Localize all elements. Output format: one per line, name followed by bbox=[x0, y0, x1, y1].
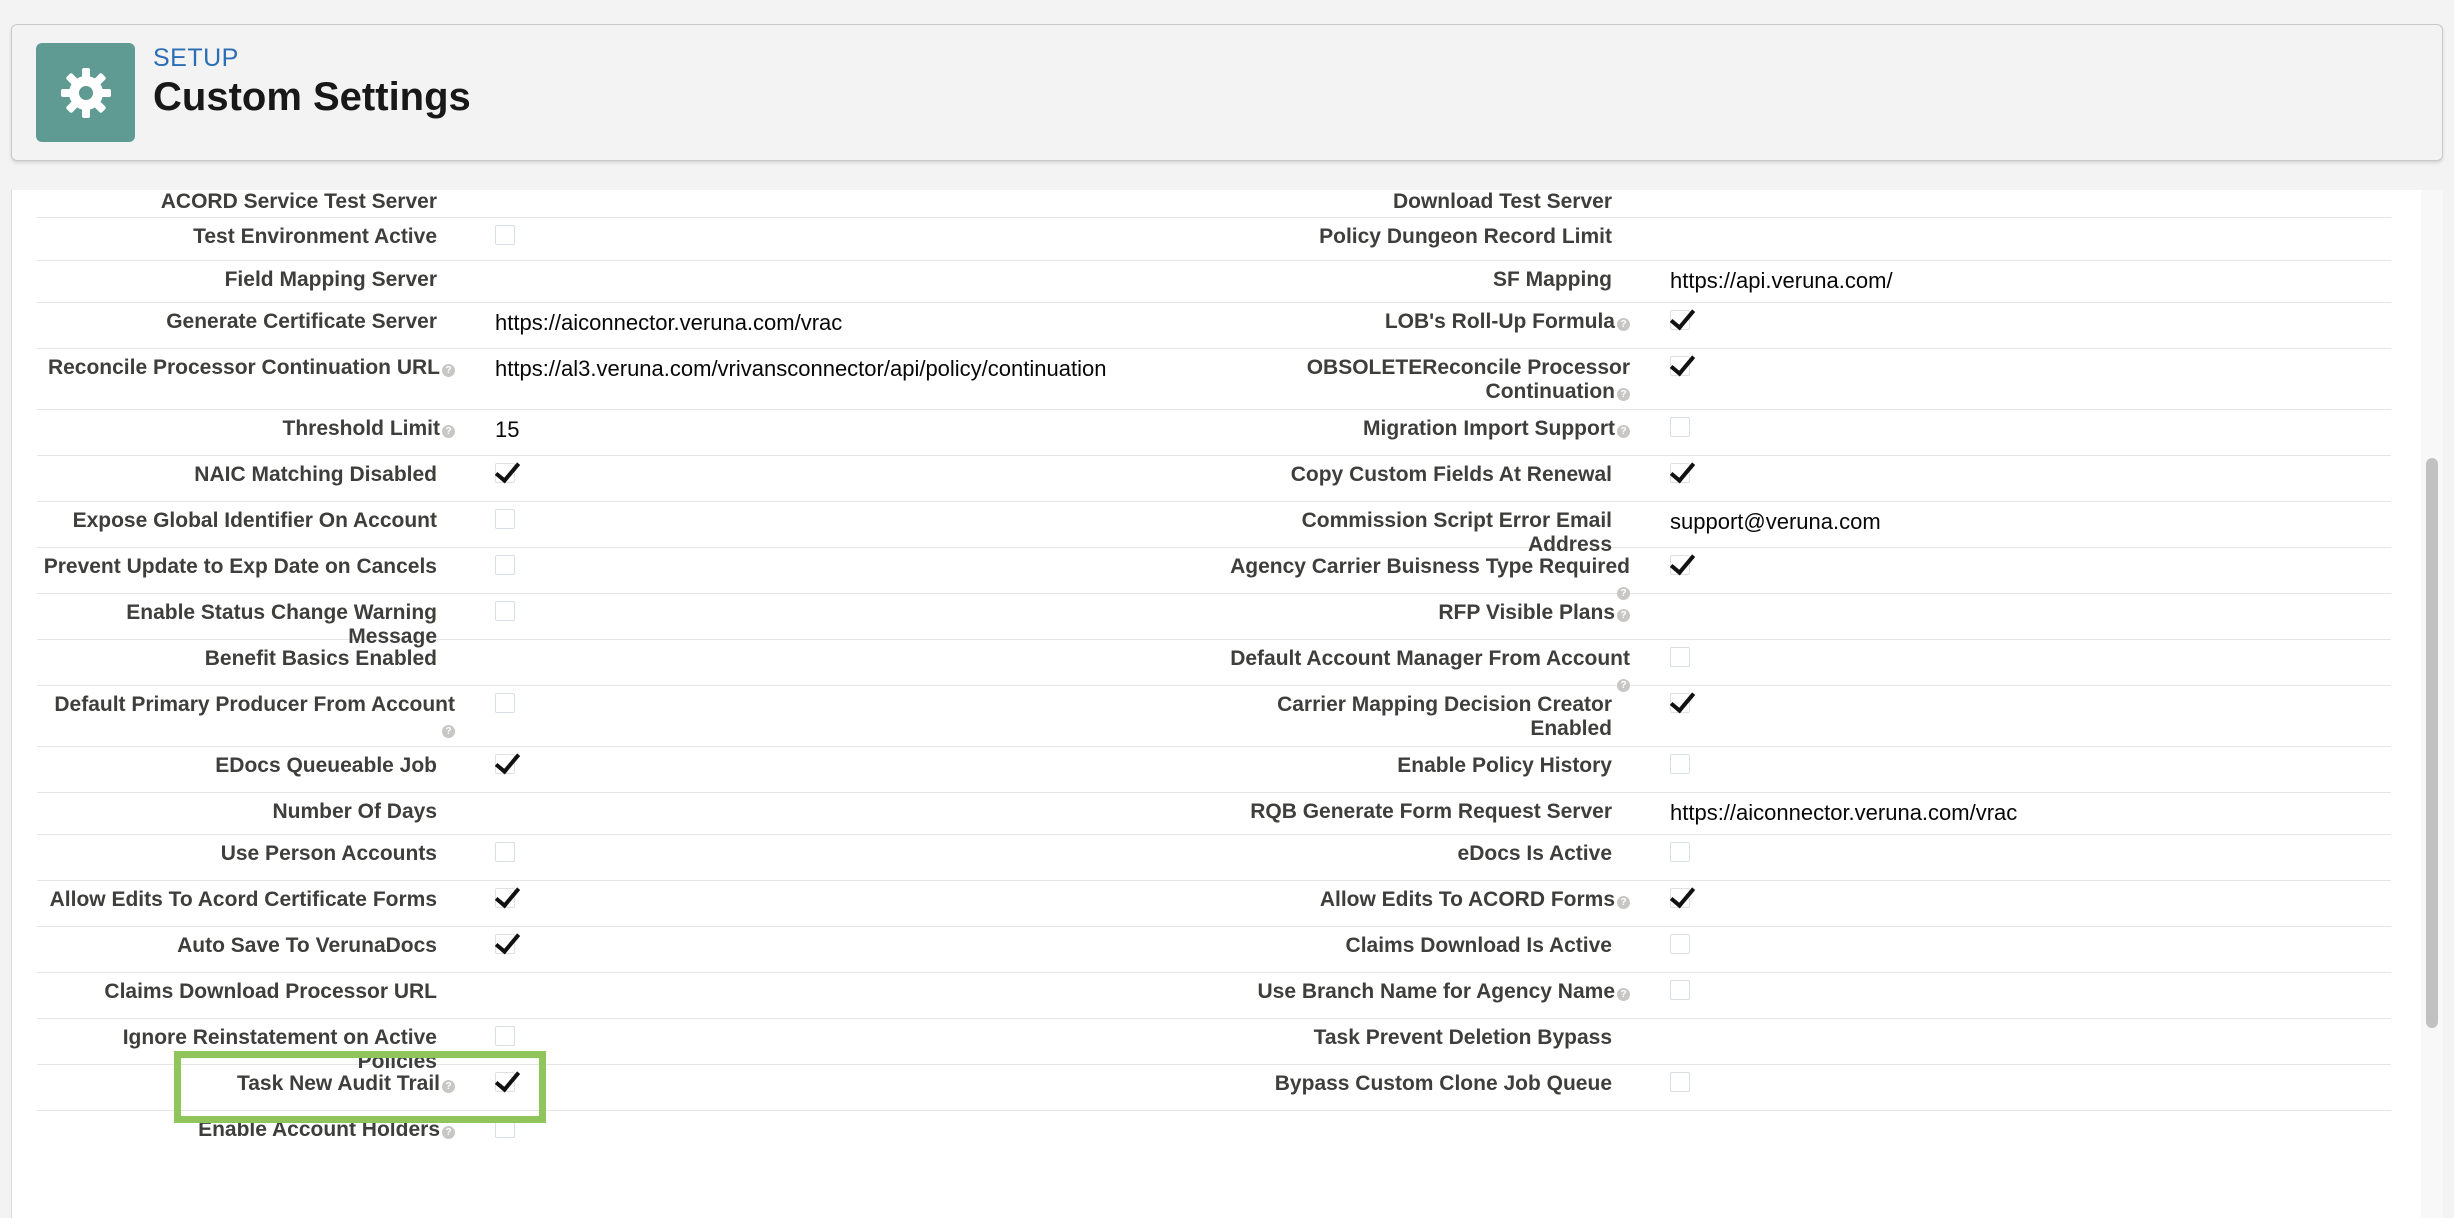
field-label-migration-import-support bbox=[1212, 410, 1630, 455]
field-label-text: Generate Certificate Server bbox=[166, 310, 437, 333]
field-label-text: eDocs Is Active bbox=[1457, 842, 1612, 865]
checkbox-checked bbox=[495, 1072, 515, 1092]
field-label-text: RFP Visible Plans bbox=[1438, 601, 1615, 624]
help-icon[interactable]: ? bbox=[442, 425, 455, 438]
field-label-text: Reconcile Processor Continuation URL bbox=[47, 356, 440, 379]
settings-row bbox=[37, 190, 2391, 218]
settings-panel bbox=[11, 190, 2443, 1218]
settings-grid bbox=[37, 190, 2391, 1157]
field-label-enable-account-holders bbox=[37, 1111, 455, 1157]
field-value-acord-service-test-server bbox=[455, 190, 1212, 217]
field-label-agency-carrier-buisness-type-required bbox=[1212, 548, 1630, 599]
field-value-lob-s-roll-up-formula bbox=[1630, 303, 2391, 348]
field-value-obsoletereconcile-processor-continuation bbox=[1630, 349, 2391, 409]
checkbox-unchecked bbox=[495, 1118, 515, 1138]
checkbox-checked bbox=[1670, 310, 1690, 330]
field-value-benefit-basics-enabled bbox=[455, 640, 1212, 685]
help-icon[interactable]: ? bbox=[1617, 587, 1630, 600]
field-value-prevent-update-to-exp-date-on-cancels bbox=[455, 548, 1212, 593]
settings-row bbox=[37, 261, 2391, 303]
settings-row bbox=[37, 502, 2391, 556]
field-label-claims-download-is-active bbox=[1212, 927, 1630, 972]
field-value-naic-matching-disabled bbox=[455, 456, 1212, 501]
checkbox-checked bbox=[1670, 693, 1690, 713]
breadcrumb: SETUP bbox=[153, 44, 239, 72]
field-label-text: Carrier Mapping Decision Creator Enabled bbox=[1277, 693, 1612, 740]
field-value-copy-custom-fields-at-renewal bbox=[1630, 456, 2391, 501]
field-value-text: https://api.veruna.com/ bbox=[1670, 268, 1893, 293]
settings-row bbox=[37, 793, 2391, 835]
field-label-task-new-audit-trail bbox=[37, 1065, 455, 1110]
field-value-use-person-accounts bbox=[455, 835, 1212, 880]
field-label-lob-s-roll-up-formula bbox=[1212, 303, 1630, 348]
field-value-field-mapping-server bbox=[455, 261, 1212, 302]
field-value-enable-policy-history bbox=[1630, 747, 2391, 792]
checkbox-unchecked bbox=[495, 693, 515, 713]
scrollbar[interactable] bbox=[2421, 190, 2443, 1218]
settings-row bbox=[37, 747, 2391, 793]
field-value-test-environment-active bbox=[455, 218, 1212, 260]
settings-row bbox=[37, 456, 2391, 502]
help-icon[interactable]: ? bbox=[1617, 988, 1630, 1001]
field-value-text: https://aiconnector.veruna.com/vrac bbox=[495, 310, 843, 335]
field-label-text: Use Person Accounts bbox=[220, 842, 437, 865]
field-label-bypass-custom-clone-job-queue bbox=[1212, 1065, 1630, 1110]
help-icon[interactable]: ? bbox=[1617, 609, 1630, 622]
field-label-auto-save-to-verunadocs bbox=[37, 927, 455, 972]
settings-row bbox=[37, 218, 2391, 261]
settings-row bbox=[37, 594, 2391, 648]
field-label-copy-custom-fields-at-renewal bbox=[1212, 456, 1630, 501]
checkbox-checked bbox=[1670, 555, 1690, 575]
field-label-allow-edits-to-acord-certificate-forms bbox=[37, 881, 455, 926]
field-value-text: support@veruna.com bbox=[1670, 509, 1881, 534]
field-label-ignore-reinstatement-on-active-policies bbox=[37, 1019, 455, 1073]
field-label-text: Enable Account Holders bbox=[198, 1118, 440, 1141]
field-label-text: Default Primary Producer From Account bbox=[54, 693, 455, 716]
gear-icon bbox=[36, 43, 135, 142]
help-icon[interactable]: ? bbox=[442, 1126, 455, 1139]
checkbox-unchecked bbox=[1670, 1072, 1690, 1092]
checkbox-unchecked bbox=[495, 509, 515, 529]
field-value-policy-dungeon-record-limit bbox=[1630, 218, 2391, 260]
field-label-text: Allow Edits To Acord Certificate Forms bbox=[49, 888, 437, 911]
field-value-generate-certificate-server bbox=[455, 303, 1212, 348]
checkbox-unchecked bbox=[1670, 417, 1690, 437]
empty-label bbox=[1212, 1111, 1630, 1157]
settings-row bbox=[37, 973, 2391, 1019]
help-icon[interactable]: ? bbox=[442, 725, 455, 738]
settings-row bbox=[37, 303, 2391, 349]
settings-row bbox=[37, 640, 2391, 691]
help-icon[interactable]: ? bbox=[442, 364, 455, 377]
checkbox-unchecked bbox=[495, 601, 515, 621]
field-label-obsoletereconcile-processor-continuation bbox=[1212, 349, 1630, 409]
field-label-text: SF Mapping bbox=[1493, 268, 1612, 291]
field-label-text: Bypass Custom Clone Job Queue bbox=[1274, 1072, 1612, 1095]
field-label-text: LOB's Roll-Up Formula bbox=[1384, 310, 1615, 333]
field-value-threshold-limit bbox=[455, 410, 1212, 455]
field-label-enable-policy-history bbox=[1212, 747, 1630, 792]
field-label-text: Claims Download Is Active bbox=[1345, 934, 1612, 957]
field-value-text: https://al3.veruna.com/vrivansconnector/api/policy/continuation bbox=[495, 356, 1107, 381]
field-value-migration-import-support bbox=[1630, 410, 2391, 455]
field-label-naic-matching-disabled bbox=[37, 456, 455, 501]
field-label-test-environment-active bbox=[37, 218, 455, 260]
field-label-edocs-is-active bbox=[1212, 835, 1630, 880]
checkbox-checked bbox=[495, 888, 515, 908]
field-label-text: EDocs Queueable Job bbox=[215, 754, 437, 777]
field-value-agency-carrier-buisness-type-required bbox=[1630, 548, 2391, 593]
field-value-claims-download-is-active bbox=[1630, 927, 2391, 972]
field-label-text: Threshold Limit bbox=[282, 417, 440, 440]
field-label-text: RQB Generate Form Request Server bbox=[1250, 800, 1612, 823]
field-label-text: NAIC Matching Disabled bbox=[194, 463, 437, 486]
checkbox-unchecked bbox=[1670, 842, 1690, 862]
field-label-text: Default Account Manager From Account bbox=[1230, 647, 1630, 670]
help-icon[interactable]: ? bbox=[1617, 388, 1630, 401]
settings-row bbox=[37, 881, 2391, 927]
settings-row bbox=[37, 1111, 2391, 1157]
field-label-rqb-generate-form-request-server bbox=[1212, 793, 1630, 834]
field-label-edocs-queueable-job bbox=[37, 747, 455, 792]
checkbox-unchecked bbox=[495, 842, 515, 862]
field-label-text: Allow Edits To ACORD Forms bbox=[1319, 888, 1615, 911]
field-label-text: Agency Carrier Buisness Type Required bbox=[1230, 555, 1630, 578]
field-value-download-test-server bbox=[1630, 190, 2391, 217]
field-label-text: Use Branch Name for Agency Name bbox=[1257, 980, 1615, 1003]
field-value-task-new-audit-trail bbox=[455, 1065, 1212, 1110]
checkbox-unchecked bbox=[1670, 980, 1690, 1000]
field-label-number-of-days bbox=[37, 793, 455, 834]
field-value-claims-download-processor-url bbox=[455, 973, 1212, 1018]
field-label-text: Copy Custom Fields At Renewal bbox=[1290, 463, 1612, 486]
settings-row bbox=[37, 1019, 2391, 1073]
field-label-text: Migration Import Support bbox=[1363, 417, 1615, 440]
checkbox-unchecked bbox=[1670, 647, 1690, 667]
field-label-use-person-accounts bbox=[37, 835, 455, 880]
scrollbar-thumb[interactable] bbox=[2426, 458, 2438, 1028]
field-label-generate-certificate-server bbox=[37, 303, 455, 348]
field-label-text: Commission Script Error Email Address bbox=[1301, 509, 1612, 556]
field-label-use-branch-name-for-agency-name bbox=[1212, 973, 1630, 1018]
field-label-text: Claims Download Processor URL bbox=[104, 980, 437, 1003]
field-value-text: https://aiconnector.veruna.com/vrac bbox=[1670, 800, 2018, 825]
field-label-default-account-manager-from-account bbox=[1212, 640, 1630, 691]
checkbox-checked bbox=[495, 463, 515, 483]
field-label-carrier-mapping-decision-creator-enabled bbox=[1212, 686, 1630, 746]
field-label-enable-status-change-warning-message bbox=[37, 594, 455, 648]
field-value-task-prevent-deletion-bypass bbox=[1630, 1019, 2391, 1064]
field-label-text: Field Mapping Server bbox=[224, 268, 437, 291]
settings-row bbox=[37, 1065, 2391, 1111]
settings-row bbox=[37, 686, 2391, 747]
field-value-reconcile-processor-continuation-url bbox=[455, 349, 1212, 409]
field-value-allow-edits-to-acord-forms bbox=[1630, 881, 2391, 926]
field-label-benefit-basics-enabled bbox=[37, 640, 455, 685]
field-value-edocs-is-active bbox=[1630, 835, 2391, 880]
field-value-carrier-mapping-decision-creator-enabled bbox=[1630, 686, 2391, 746]
field-label-threshold-limit bbox=[37, 410, 455, 455]
page-header bbox=[11, 24, 2443, 161]
field-label-allow-edits-to-acord-forms bbox=[1212, 881, 1630, 926]
field-label-text: Expose Global Identifier On Account bbox=[72, 509, 437, 532]
settings-row bbox=[37, 349, 2391, 410]
field-label-text: Test Environment Active bbox=[193, 225, 437, 248]
field-label-field-mapping-server bbox=[37, 261, 455, 302]
field-label-acord-service-test-server bbox=[37, 190, 455, 217]
field-label-text: Benefit Basics Enabled bbox=[204, 647, 437, 670]
field-label-text: Number Of Days bbox=[272, 800, 437, 823]
field-value-text: 15 bbox=[495, 417, 520, 442]
field-label-claims-download-processor-url bbox=[37, 973, 455, 1018]
checkbox-checked bbox=[495, 754, 515, 774]
field-value-number-of-days bbox=[455, 793, 1212, 834]
field-label-text: Enable Policy History bbox=[1397, 754, 1612, 777]
field-label-text: Policy Dungeon Record Limit bbox=[1319, 225, 1612, 248]
checkbox-checked bbox=[1670, 463, 1690, 483]
field-label-reconcile-processor-continuation-url bbox=[37, 349, 455, 409]
field-label-download-test-server bbox=[1212, 190, 1630, 217]
field-label-prevent-update-to-exp-date-on-cancels bbox=[37, 548, 455, 593]
field-value-rfp-visible-plans bbox=[1630, 594, 2391, 639]
help-icon[interactable]: ? bbox=[442, 1080, 455, 1093]
field-value-use-branch-name-for-agency-name bbox=[1630, 973, 2391, 1018]
checkbox-unchecked bbox=[1670, 754, 1690, 774]
field-value-ignore-reinstatement-on-active-policies bbox=[455, 1019, 1212, 1064]
field-value-enable-status-change-warning-message bbox=[455, 594, 1212, 639]
field-label-policy-dungeon-record-limit bbox=[1212, 218, 1630, 260]
field-label-text: Download Test Server bbox=[1392, 190, 1612, 213]
field-label-text: Task Prevent Deletion Bypass bbox=[1313, 1026, 1612, 1049]
field-label-text: Prevent Update to Exp Date on Cancels bbox=[43, 555, 437, 578]
field-label-commission-script-error-email-address bbox=[1212, 502, 1630, 556]
checkbox-unchecked bbox=[495, 1026, 515, 1046]
page-title: Custom Settings bbox=[153, 75, 471, 119]
field-label-text: Enable Status Change Warning Message bbox=[126, 601, 437, 648]
checkbox-unchecked bbox=[1670, 934, 1690, 954]
settings-row bbox=[37, 548, 2391, 599]
field-value-default-account-manager-from-account bbox=[1630, 640, 2391, 685]
field-label-text: Auto Save To VerunaDocs bbox=[177, 934, 437, 957]
field-label-default-primary-producer-from-account bbox=[37, 686, 455, 746]
checkbox-unchecked bbox=[495, 225, 515, 245]
field-value-sf-mapping bbox=[1630, 261, 2391, 302]
field-value-default-primary-producer-from-account bbox=[455, 686, 1212, 746]
help-icon[interactable]: ? bbox=[1617, 679, 1630, 692]
field-value-allow-edits-to-acord-certificate-forms bbox=[455, 881, 1212, 926]
settings-row bbox=[37, 835, 2391, 881]
field-label-text: ACORD Service Test Server bbox=[160, 190, 437, 213]
field-value-auto-save-to-verunadocs bbox=[455, 927, 1212, 972]
empty-value bbox=[1630, 1111, 2391, 1157]
field-label-text: Ignore Reinstatement on Active Policies bbox=[122, 1026, 437, 1073]
field-value-edocs-queueable-job bbox=[455, 747, 1212, 792]
checkbox-checked bbox=[1670, 888, 1690, 908]
field-value-enable-account-holders bbox=[455, 1111, 1212, 1157]
field-label-sf-mapping bbox=[1212, 261, 1630, 302]
help-icon[interactable]: ? bbox=[1617, 896, 1630, 909]
field-label-task-prevent-deletion-bypass bbox=[1212, 1019, 1630, 1064]
field-label-text: Task New Audit Trail bbox=[236, 1072, 440, 1095]
field-value-bypass-custom-clone-job-queue bbox=[1630, 1065, 2391, 1110]
checkbox-checked bbox=[1670, 356, 1690, 376]
field-label-text: OBSOLETEReconcile Processor Continuation bbox=[1306, 356, 1630, 403]
field-label-expose-global-identifier-on-account bbox=[37, 502, 455, 547]
help-icon[interactable]: ? bbox=[1617, 318, 1630, 331]
field-value-commission-script-error-email-address bbox=[1630, 502, 2391, 547]
field-value-expose-global-identifier-on-account bbox=[455, 502, 1212, 547]
checkbox-checked bbox=[495, 934, 515, 954]
checkbox-unchecked bbox=[495, 555, 515, 575]
settings-row bbox=[37, 410, 2391, 456]
field-label-rfp-visible-plans bbox=[1212, 594, 1630, 639]
field-value-rqb-generate-form-request-server bbox=[1630, 793, 2391, 834]
help-icon[interactable]: ? bbox=[1617, 425, 1630, 438]
settings-row bbox=[37, 927, 2391, 973]
